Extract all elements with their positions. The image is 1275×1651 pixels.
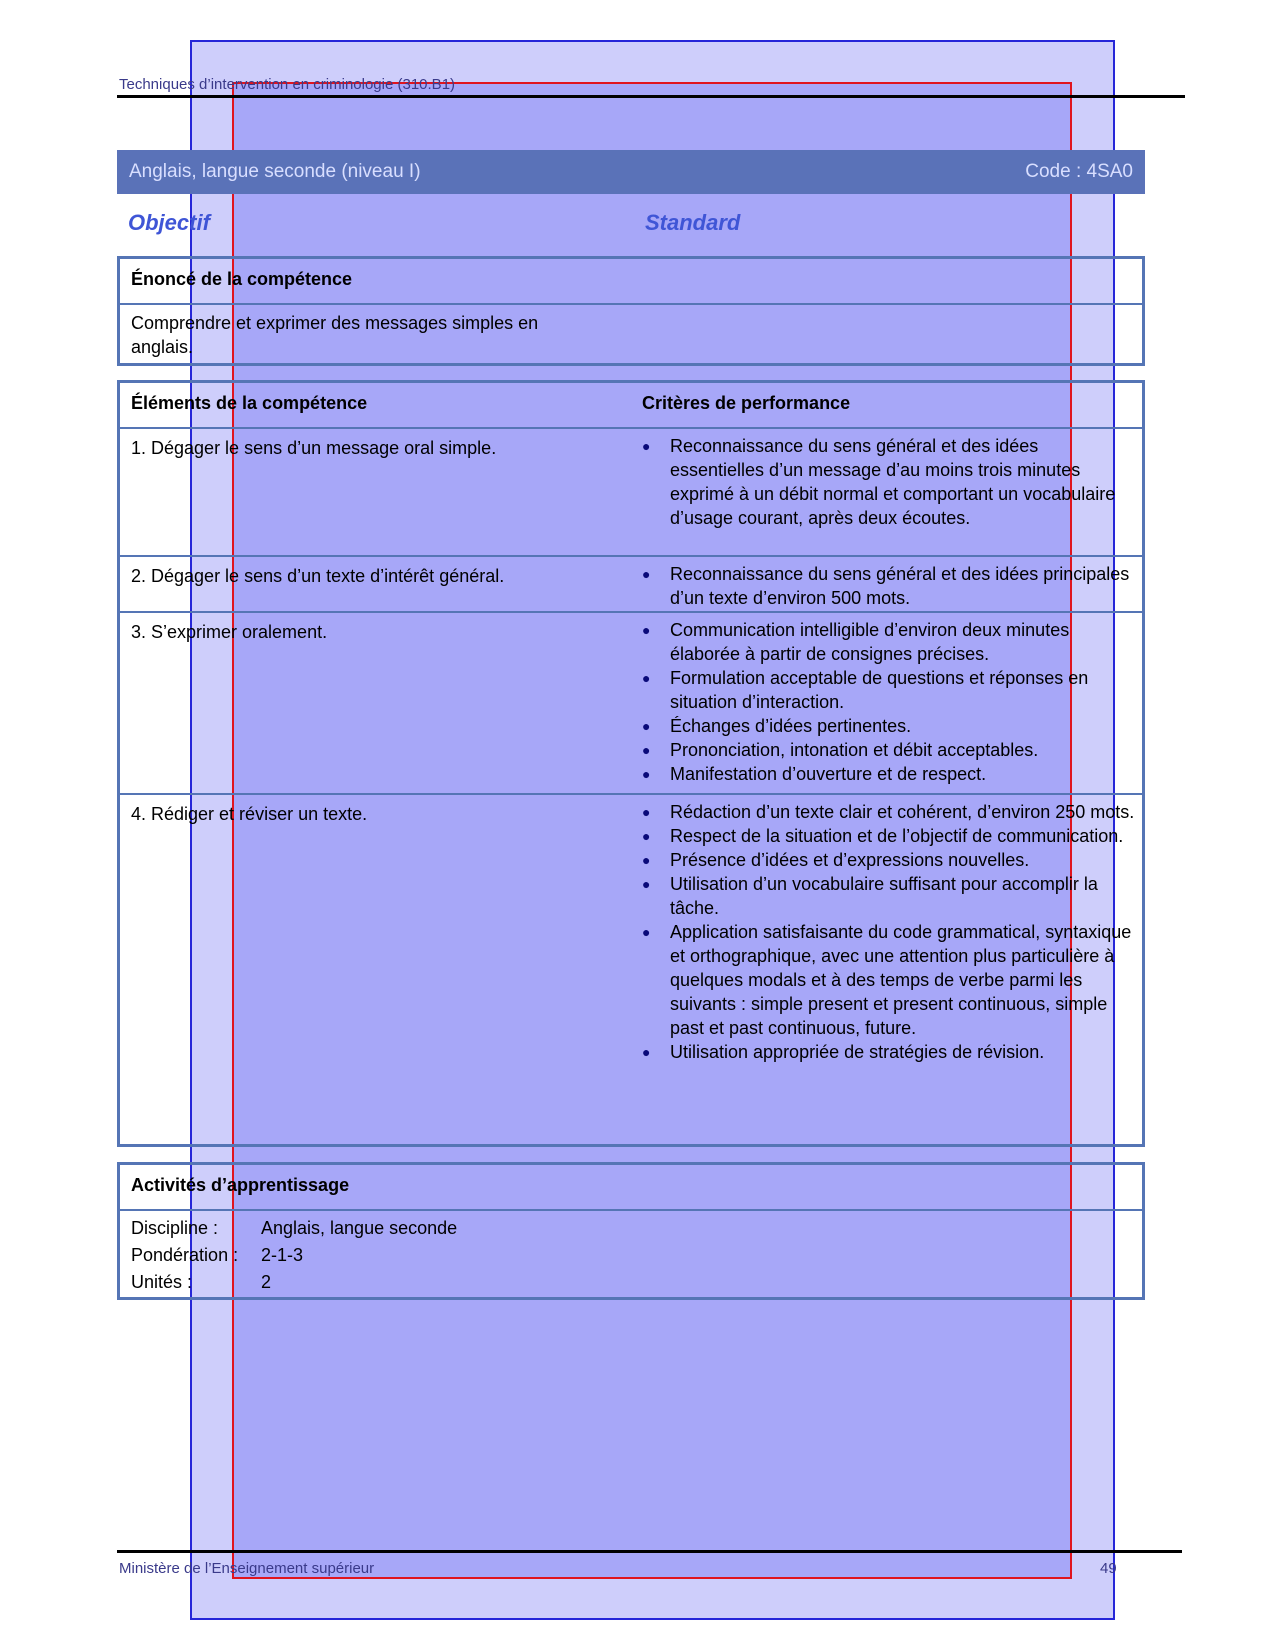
element-3: 3. S’exprimer oralement. (131, 622, 328, 642)
bullet-icon: ● (642, 566, 651, 582)
unites-value: 2 (261, 1272, 272, 1292)
elements-box (117, 380, 1145, 1147)
activities-box (117, 1162, 1145, 1300)
course-code: Code : 4SA0 (1025, 161, 1133, 182)
header-rule (117, 95, 1185, 98)
enonce-text: Comprendre et exprimer des messages simples en anglais. (131, 313, 539, 357)
course-title: Anglais, langue seconde (niveau I) (129, 161, 421, 182)
activities-heading: Activités d’apprentissage (131, 1175, 350, 1195)
criterion: ● Respect de la situation et de l’objectif de communication. (642, 826, 1124, 846)
criterion: ● Manifestation d’ouverture et de respect. (642, 764, 987, 784)
criterion: ● Application satisfaisante du code grammatical, syntaxique et orthographique, avec une attention plus particulière à quelques modals et à des temps de verbe parmi les suivants : simple present et present continuous, simple past et past continuous, future. (642, 922, 1132, 1038)
course-title-bar (117, 150, 1145, 194)
bullet-icon: ● (642, 742, 651, 758)
element-row-2 (120, 557, 1142, 613)
criterion: ● Utilisation d’un vocabulaire suffisant pour accomplir la tâche. (642, 874, 1098, 918)
discipline-line (120, 1215, 1142, 1242)
element-1: 1. Dégager le sens d’un message oral simple. (131, 438, 497, 458)
bullet-icon: ● (642, 1044, 651, 1060)
element-2: 2. Dégager le sens d’un texte d’intérêt général. (131, 566, 505, 586)
criterion: ● Rédaction d’un texte clair et cohérent, d’environ 250 mots. (642, 802, 1135, 822)
bullet-icon: ● (642, 718, 651, 734)
criterion: ● Communication intelligible d’environ deux minutes élaborée à partir de consignes précises. (642, 620, 1070, 664)
criterion: ● Reconnaissance du sens général et des idées principales d’un texte d’environ 500 mots. (642, 564, 1130, 608)
criterion: ● Utilisation appropriée de stratégies de révision. (642, 1042, 1045, 1062)
enonce-heading: Énoncé de la compétence (131, 269, 353, 289)
element-row-4 (120, 795, 1142, 1144)
enonce-box (117, 256, 1145, 366)
bullet-icon: ● (642, 828, 651, 844)
unites-line (120, 1269, 1142, 1296)
bullet-icon: ● (642, 876, 651, 892)
element-row-3 (120, 613, 1142, 795)
criterion: ● Échanges d’idées pertinentes. (642, 716, 912, 736)
footer-rule (117, 1550, 1182, 1553)
element-row-1 (120, 429, 1142, 557)
criterion: ● Présence d’idées et d’expressions nouvelles. (642, 850, 1030, 870)
program-header: Techniques d’intervention en criminologie (310.B1) (119, 76, 456, 93)
bullet-icon: ● (642, 924, 651, 940)
bullet-icon: ● (642, 438, 651, 454)
discipline-value: Anglais, langue seconde (261, 1218, 458, 1238)
standard-title: Standard (645, 210, 741, 235)
criterion: ● Formulation acceptable de questions et réponses en situation d’interaction. (642, 668, 1089, 712)
bullet-icon: ● (642, 852, 651, 868)
element-4: 4. Rédiger et réviser un texte. (131, 804, 368, 824)
criteria-heading: Critères de performance (642, 393, 851, 413)
page-number: 49 (1100, 1560, 1117, 1577)
criterion: ● Reconnaissance du sens général et des idées essentielles d’un message d’au moins trois minutes exprimé à un débit normal et comportant un vocabulaire d’usage courant, après deux écoutes. (642, 436, 1116, 528)
unites-label: Unités : (131, 1272, 193, 1292)
elements-heading: Éléments de la compétence (131, 393, 368, 413)
criterion: ● Prononciation, intonation et débit acceptables. (642, 740, 1039, 760)
bullet-icon: ● (642, 622, 651, 638)
bullet-icon: ● (642, 766, 651, 782)
ponderation-value: 2-1-3 (261, 1245, 304, 1265)
objective-title: Objectif (128, 210, 210, 235)
bullet-icon: ● (642, 670, 651, 686)
ponderation-line (120, 1242, 1142, 1269)
discipline-label: Discipline : (131, 1218, 219, 1238)
footer-ministry: Ministère de l’Enseignement supérieur (119, 1560, 375, 1577)
ponderation-label: Pondération : (131, 1245, 239, 1265)
bullet-icon: ● (642, 804, 651, 820)
